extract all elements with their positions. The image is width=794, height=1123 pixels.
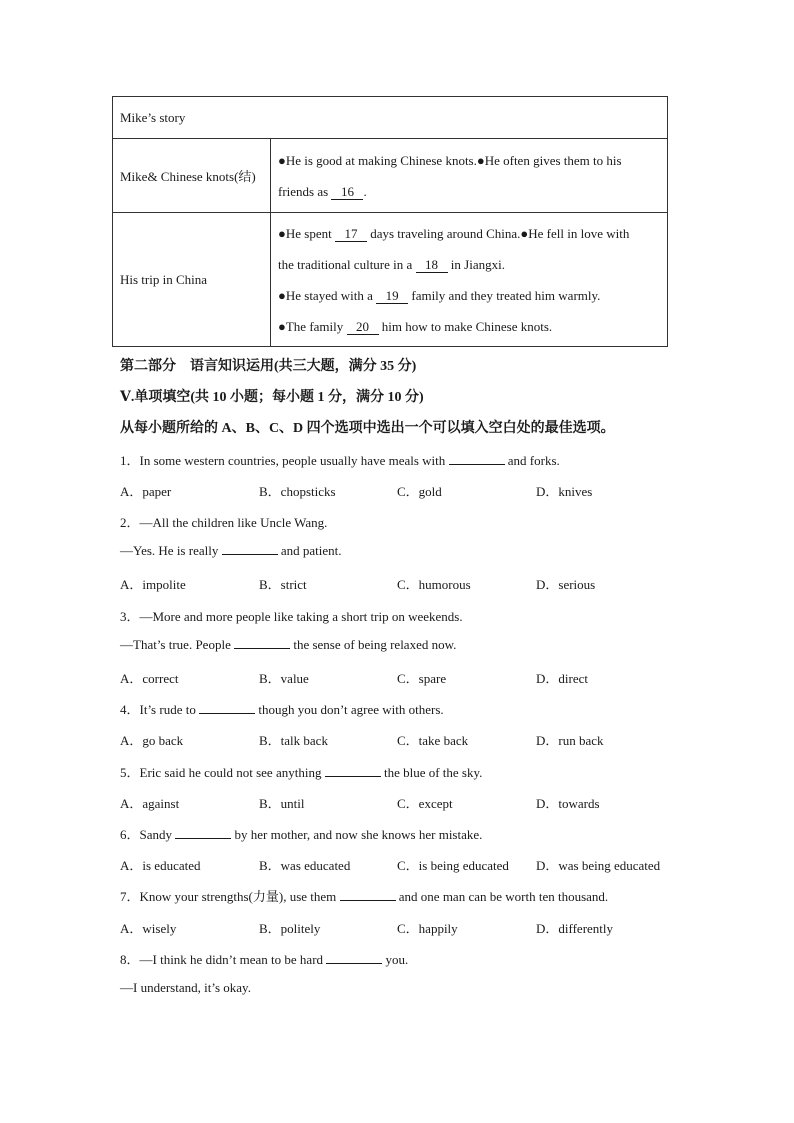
q7-option-b: B．politely	[259, 921, 321, 936]
blank-16: 16	[331, 184, 363, 200]
q3-option-c: C．spare	[397, 671, 447, 686]
q7-option-a: A．wisely	[120, 921, 177, 936]
question-2: 2．—All the children like Uncle Wang.	[120, 515, 328, 530]
row-label-knots: Mike& Chinese knots(结)	[113, 139, 271, 213]
q2-option-a: A．impolite	[120, 577, 186, 592]
answer-blank	[175, 828, 231, 839]
question-3: 3．—More and more people like taking a short trip on weekends.	[120, 609, 463, 624]
question-8-reply: —I understand, it’s okay.	[120, 980, 251, 995]
q5-option-a: A．against	[120, 796, 180, 811]
section-title: Ⅴ.单项填空(共 10 小题；每小题 1 分，满分 10 分)	[120, 390, 424, 405]
trip-line-4: ●The family 20 him how to make Chinese knots.	[278, 318, 553, 334]
answer-blank	[326, 953, 382, 964]
blank-17: 17	[335, 226, 367, 242]
question-1: 1．In some western countries, people usually have meals with and forks.	[120, 453, 560, 468]
q6-option-c: C．is being educated	[397, 858, 509, 873]
q4-option-a: A．go back	[120, 733, 184, 748]
q3-option-d: D．direct	[536, 671, 588, 686]
q6-option-a: A．is educated	[120, 858, 201, 873]
row-content-knots	[271, 139, 668, 213]
instruction: 从每小题所给的 A、B、C、D 四个选项中选出一个可以填入空白处的最佳选项。	[120, 421, 615, 436]
q5-option-c: C．except	[397, 796, 453, 811]
question-2-reply: —Yes. He is really and patient.	[120, 543, 342, 558]
q1-option-c: C．gold	[397, 484, 442, 499]
q2-option-c: C．humorous	[397, 577, 471, 592]
answer-blank	[449, 454, 505, 465]
blank-20: 20	[347, 319, 379, 335]
answer-blank	[340, 890, 396, 901]
q1-option-b: B．chopsticks	[259, 484, 336, 499]
q6-option-b: B．was educated	[259, 858, 351, 873]
question-6: 6．Sandy by her mother, and now she knows her mistake.	[120, 827, 483, 842]
q5-option-d: D．towards	[536, 796, 600, 811]
q2-option-d: D．serious	[536, 577, 596, 592]
blank-18: 18	[416, 257, 448, 273]
question-5: 5．Eric said he could not see anything the blue of the sky.	[120, 765, 483, 780]
question-4: 4．It’s rude to though you don’t agree with others.	[120, 702, 444, 717]
story-table	[112, 96, 668, 347]
answer-blank	[234, 638, 290, 649]
trip-line-3: ●He stayed with a 19 family and they treated him warmly.	[278, 287, 601, 303]
q2-option-b: B．strict	[259, 577, 307, 592]
part-title: 第二部分 语言知识运用(共三大题，满分 35 分)	[120, 359, 417, 374]
row-label-trip: His trip in China	[113, 213, 271, 347]
question-8: 8．—I think he didn’t mean to be hard you.	[120, 952, 409, 967]
q1-option-a: A．paper	[120, 484, 172, 499]
q5-option-b: B．until	[259, 796, 305, 811]
q7-option-c: C．happily	[397, 921, 458, 936]
answer-blank	[325, 766, 381, 777]
question-3-reply: —That’s true. People the sense of being relaxed now.	[120, 637, 457, 652]
q4-option-d: D．run back	[536, 733, 604, 748]
q3-option-b: B．value	[259, 671, 309, 686]
q4-option-b: B．talk back	[259, 733, 328, 748]
trip-line-1: ●He spent 17 days traveling around China.●He fell in love with	[278, 225, 630, 241]
q4-option-c: C．take back	[397, 733, 469, 748]
question-7: 7．Know your strengths(力量), use them and one man can be worth ten thousand.	[120, 889, 609, 904]
answer-blank	[199, 703, 255, 714]
row-content-trip	[271, 213, 668, 347]
trip-line-2: the traditional culture in a 18 in Jiangxi.	[278, 256, 505, 272]
answer-blank	[222, 544, 278, 555]
q1-option-d: D．knives	[536, 484, 593, 499]
q3-option-a: A．correct	[120, 671, 179, 686]
knots-line-1: ●He is good at making Chinese knots.●He often gives them to his	[278, 152, 622, 168]
blank-19: 19	[376, 288, 408, 304]
knots-line-2: friends as 16 .	[278, 183, 367, 199]
table-title: Mike’s story	[113, 97, 668, 139]
q7-option-d: D．differently	[536, 921, 614, 936]
q6-option-d: D．was being educated	[536, 858, 661, 873]
